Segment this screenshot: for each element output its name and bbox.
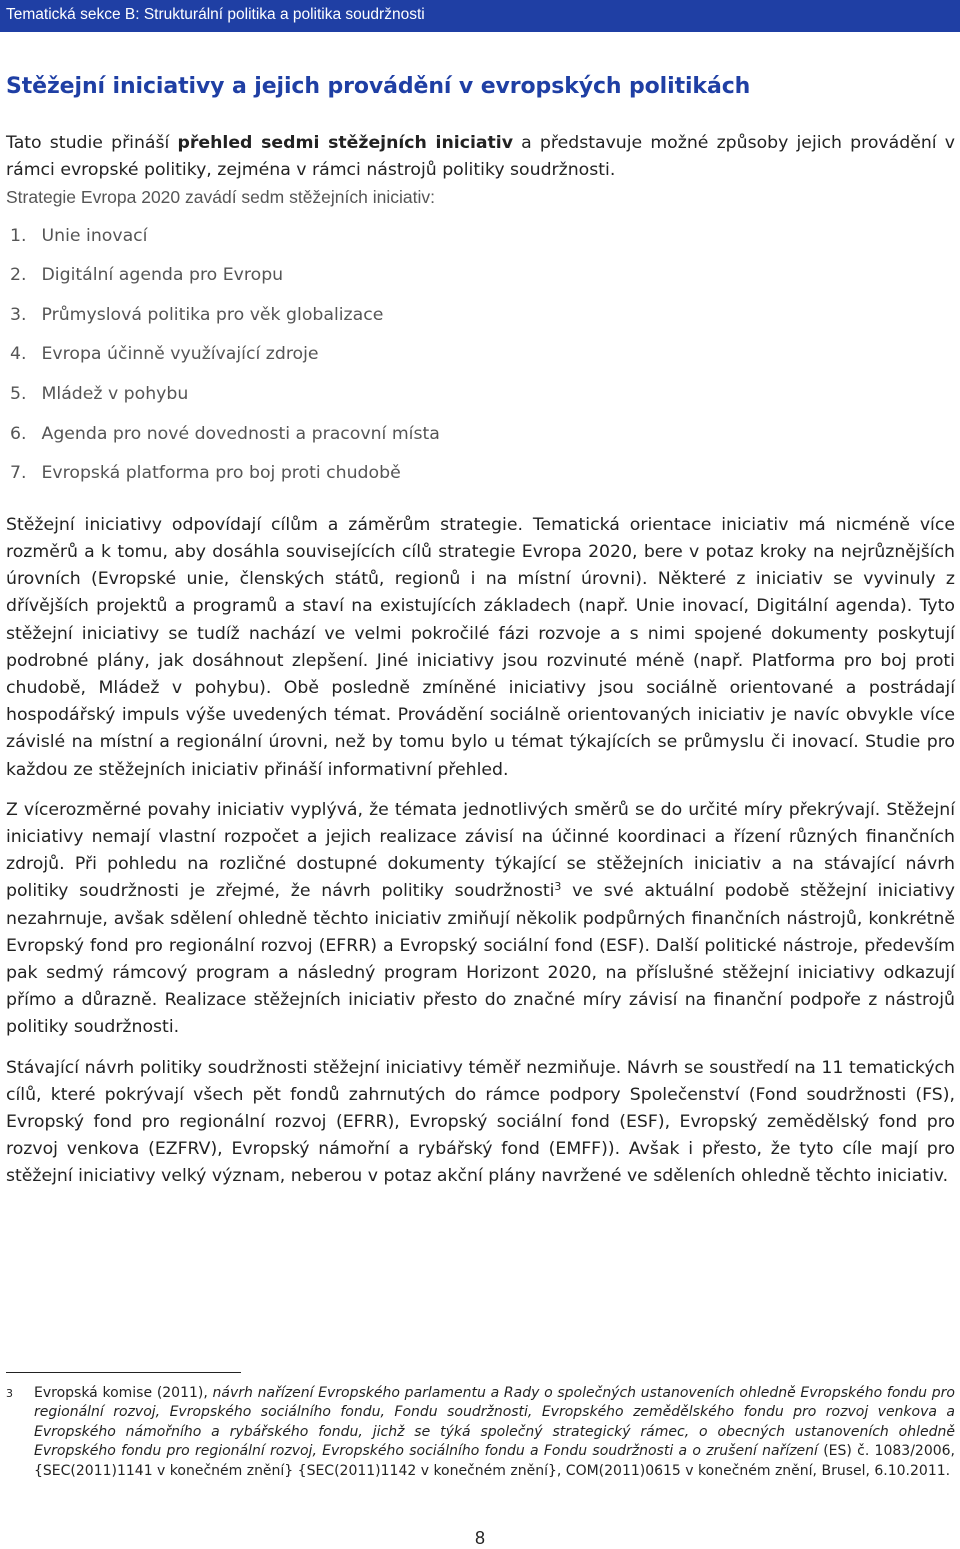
list-number: 4. (10, 344, 27, 365)
list-number: 3. (10, 304, 27, 325)
intro-bold: přehled sedmi stěžejních iniciativ (177, 133, 513, 153)
list-label: Evropská platforma pro boj proti chudobě (41, 463, 401, 484)
footnote-rest: (ES) č. 1083/2006, {SEC(2011)1141 v konečném znění} {SEC(2011)1142 v konečném znění}, COM(2011)0615 v konečném znění, Brusel, 6.10.2011. (34, 1443, 955, 1479)
list-item (6, 302, 955, 342)
section-header (0, 0, 960, 32)
list-item (6, 460, 955, 500)
flagship-list (6, 223, 955, 500)
list-label: Evropa účinně využívající zdroje (41, 344, 319, 365)
list-item (6, 341, 955, 381)
list-label: Průmyslová politika pro věk globalizace (41, 304, 384, 325)
page-number: 8 (474, 1528, 485, 1548)
footnote-lead: Evropská komise (2011), (34, 1385, 213, 1401)
list-item (6, 381, 955, 421)
paragraph-targets: Stěžejní iniciativy odpovídají cílům a záměrům strategie. Tematická orientace iniciativ má nicméně více rozměrů a k tomu, aby dosáhla souvisejících cílů strategie Evropa 2020, bere v potaz kroky na nejrůznějších úrovních (Evropské unie, členských států, regionů i na místní úrovni). Některé z iniciativ se vyvinuly z dřívějších projektů a programů a staví na existujících základech (např. Unie inovací, Digitální agenda). Tyto stěžejní iniciativy se tudíž nachází ve velmi pokročilé fázi rozvoje a s nimi spojené dokumenty poskytují podrobné plány, jak dosáhnout zlepšení. Jiné iniciativy jsou rozvinuté méně (např. Platforma pro boj proti chudobě, Mládež v pohybu). Obě posledně zmíněné iniciativy jsou sociálně orientované a postrádají hospodářský impuls výše uvedených témat. Provádění sociálně orientovaných iniciativ je navíc obvykle více závislé na místní a regionální úrovni, než by tomu bylo u témat týkajících se průmyslu či inovací. Studie pro každou ze stěžejních iniciativ přináší informativní přehled. (6, 514, 955, 780)
list-number: 5. (10, 383, 27, 404)
list-item (6, 421, 955, 461)
intro-rest: a představuje možné způsoby jejich provádění v rámci evropské politiky, zejména v rámci nástrojů politiky soudržnosti. (6, 133, 955, 181)
footnote-reference[interactable]: 3 (554, 880, 562, 894)
list-number: 2. (10, 265, 27, 286)
list-item (6, 223, 955, 263)
footnote-divider (6, 1372, 241, 1373)
section-header-text: Tematická sekce B: Strukturální politika a politika soudržnosti (6, 6, 425, 23)
footnote-italic: návrh nařízení Evropského parlamentu a Rady o společných ustanoveních ohledně Evropského fondu pro regionální rozvoj, Evropského sociálního fondu, Fondu soudržnosti, Evropského zemědělského fondu pro rozvoj venkova a Evropského námořního a rybářského fondu, jichž se týká společný strategický rámec, o obecných ustanoveních ohledně Evropského fondu pro regionální rozvoj, Evropského sociálního fondu a Fondu soudržnosti a o zrušení nařízení (34, 1385, 955, 1460)
intro-list-lead: Strategie Evropa 2020 zavádí sedm stěžejních iniciativ: (6, 187, 435, 208)
paragraph-funding-end: ve své aktuální podobě stěžejní iniciativy nezahrnuje, avšak sdělení ohledně těchto iniciativ zmiňují několik podpůrných finančních nástrojů, konkrétně Evropský fond pro regionální rozvoj (EFRR) a Evropský sociální fond (ESF). Další politické nástroje, především pak sedmý rámcový program a následný program Horizont 2020, na příslušné stěžejní iniciativy odkazují přímo a důrazně. Realizace stěžejních iniciativ přesto do značné míry závisí na finanční podpoře z nástrojů politiky soudržnosti. (6, 881, 955, 1038)
list-item (6, 262, 955, 302)
list-number: 1. (10, 225, 27, 246)
paragraph-funding-start: Z vícerozměrné povahy iniciativ vyplývá, že témata jednotlivých směrů se do určité míry překrývají. Stěžejní iniciativy nemají vlastní rozpočet a jejich realizace závisí na účinné koordinaci a řízení různých finančních zdrojů. Při pohledu na rozličné dostupné dokumenty týkající se stěžejních iniciativ a na stávající návrh politiky soudržnosti je zřejmé, že návrh politiky soudržnosti (6, 799, 955, 902)
document-body (6, 130, 955, 1191)
intro-paragraph (6, 130, 955, 184)
list-number: 7. (10, 463, 27, 484)
list-number: 6. (10, 423, 27, 444)
list-label: Digitální agenda pro Evropu (41, 265, 284, 286)
footnote-number: 3 (6, 1387, 13, 1400)
paragraph-funding (6, 797, 955, 1042)
footnote (6, 1384, 955, 1481)
paragraph-proposal: Stávající návrh politiky soudržnosti stěžejní iniciativy téměř nezmiňuje. Návrh se soustředí na 11 tematických cílů, které pokrývají všech pět fondů zahrnutých do rámce podpory Společenství (Fond soudržnosti (FS), Evropský fond pro regionální rozvoj (EFRR), Evropský sociální fond (ESF), Evropský zemědělský fond pro rozvoj venkova (EZFRV), Evropský námořní a rybářský fond (EMFF)). Avšak i přesto, že tyto cíle mají pro stěžejní iniciativy velký význam, neberou v potaz akční plány navržené ve sděleních ohledně těchto iniciativ. (6, 1057, 955, 1187)
list-label: Mládež v pohybu (41, 383, 189, 404)
list-label: Agenda pro nové dovednosti a pracovní místa (41, 423, 440, 444)
page-title: Stěžejní iniciativy a jejich provádění v evropských politikách (6, 74, 751, 99)
intro-lead: Tato studie přináší (6, 133, 178, 153)
footnote-text (34, 1384, 955, 1481)
list-label: Unie inovací (41, 225, 148, 246)
